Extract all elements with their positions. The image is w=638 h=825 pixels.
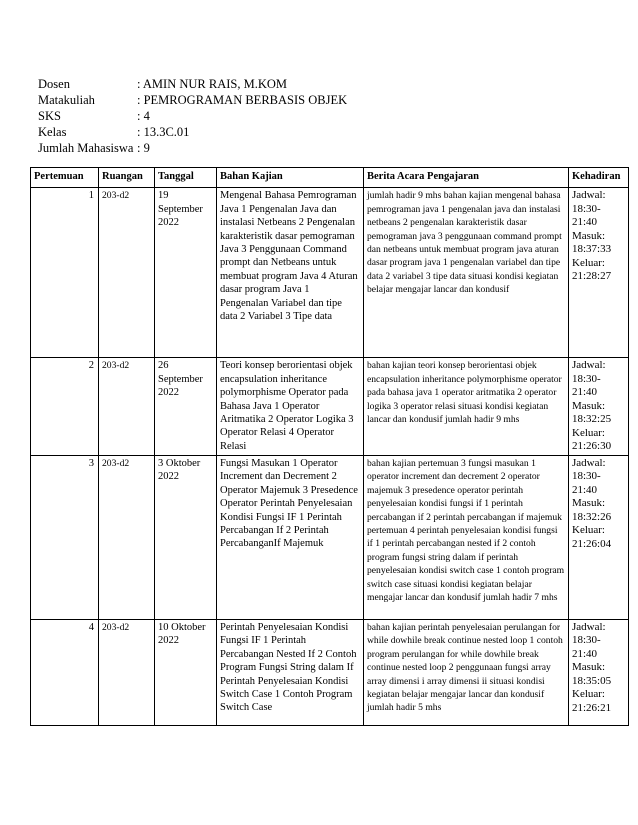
- info-row-sks: [38, 108, 347, 124]
- column-header-pertemuan: Pertemuan: [31, 168, 99, 188]
- cell-tanggal: 26 September 2022: [155, 358, 217, 456]
- cell-ruangan: 203-d2: [99, 619, 155, 725]
- table-row: [31, 188, 629, 358]
- cell-kehadiran: Jadwal: 18:30- 21:40 Masuk: 18:32:26 Keluar: 21:26:04: [569, 455, 629, 619]
- cell-pertemuan: 2: [31, 358, 99, 456]
- cell-berita-acara: bahan kajian perintah penyelesaian perulangan for while dowhile break continue nested loop 1 contoh program perulangan for while dowhile break continue nested loop 2 penggunaan fungsi array array dimensi i array dimensi ii situasi kondisi kegiatan belajar mengajar lancar dan kondusif jumlah hadir 5 mhs: [364, 619, 569, 725]
- cell-berita-acara: jumlah hadir 9 mhs bahan kajian mengenal bahasa pemrograman java 1 pengenalan java dan instalasi netbeans 2 pengenalan karakteristik dasar pemograman java 3 penggunaan command prompt dan netbeans untuk membuat program java aturan dasar program java 1 pengenalan variabel dan tipe data 2 variabel 3 tipe data situasi kondisi kegiatan belajar mengajar lancar dan kondusif: [364, 188, 569, 358]
- column-header-kehadiran: Kehadiran: [569, 168, 629, 188]
- column-header-berita-acara: Berita Acara Pengajaran: [364, 168, 569, 188]
- info-label: Kelas: [38, 125, 67, 139]
- cell-tanggal: 10 Oktober 2022: [155, 619, 217, 725]
- course-info: [38, 76, 347, 156]
- cell-bahan-kajian: Teori konsep berorientasi objek encapsulation inheritance polymorphisme Operator pada Bahasa Java 1 Operator Aritmatika 2 Operator Logika 3 Operator Relasi 4 Operator Relasi: [217, 358, 364, 456]
- cell-bahan-kajian: Perintah Penyelesaian Kondisi Fungsi IF 1 Perintah Percabangan Nested If 2 Contoh Program Fungsi String dalam If Perintah Penyelesaian Kondisi Switch Case 1 Contoh Program Switch Case: [217, 619, 364, 725]
- info-label: Jumlah Mahasiswa: [38, 141, 134, 155]
- cell-berita-acara: bahan kajian pertemuan 3 fungsi masukan 1 operator increment dan decrement 2 operator majemuk 3 presedence operator perintah penyelesaian kondisi fungsi if 1 perintah percabangan if 2 perintah percabangan if majemuk pertemuan 4 perintah penyelesaian kondisi fungsi if 1 perintah percabangan nested if 2 contoh program fungsi string dalam if perintah penyelesaian kondisi switch case 1 contoh program switch case situasi kondisi kegiatan belajar mengajar lancar dan kondusif jumlah hadir 7 mhs: [364, 455, 569, 619]
- cell-pertemuan: 3: [31, 455, 99, 619]
- info-value: : PEMROGRAMAN BERBASIS OBJEK: [137, 93, 348, 107]
- cell-bahan-kajian: Fungsi Masukan 1 Operator Increment dan Decrement 2 Operator Majemuk 3 Presedence Operator Perintah Penyelesaian Kondisi Fungsi IF 1 Perintah Percabangan If 2 Perintah PercabanganIf Majemuk: [217, 455, 364, 619]
- info-value: : AMIN NUR RAIS, M.KOM: [137, 77, 288, 91]
- info-value: : 9: [137, 141, 150, 155]
- cell-pertemuan: 4: [31, 619, 99, 725]
- cell-ruangan: 203-d2: [99, 188, 155, 358]
- cell-ruangan: 203-d2: [99, 455, 155, 619]
- info-row-dosen: [38, 76, 347, 92]
- cell-ruangan: 203-d2: [99, 358, 155, 456]
- cell-bahan-kajian: Mengenal Bahasa Pemrograman Java 1 Pengenalan Java dan instalasi Netbeans 2 Pengenalan karakteristik dasar pemograman Java 3 Penggunaan Command prompt dan Netbeans untuk membuat program Java 4 Aturan dasar program Java 1 Pengenalan Variabel dan tipe data 2 Variabel 3 Tipe data: [217, 188, 364, 358]
- info-label: Dosen: [38, 77, 70, 91]
- cell-kehadiran: Jadwal: 18:30- 21:40 Masuk: 18:32:25 Keluar: 21:26:30: [569, 358, 629, 456]
- info-label: Matakuliah: [38, 93, 95, 107]
- table-row: [31, 455, 629, 619]
- info-row-matakuliah: [38, 92, 347, 108]
- table-header-row: [31, 168, 629, 188]
- info-value: : 13.3C.01: [137, 125, 190, 139]
- teaching-journal-table: [30, 167, 629, 726]
- column-header-tanggal: Tanggal: [155, 168, 217, 188]
- cell-berita-acara: bahan kajian teori konsep berorientasi objek encapsulation inheritance polymorphisme operator pada bahasa java 1 operator aritmatika 2 operator logika 3 operator relasi situasi kondisi kegiatan lancar dan kondusif jumlah hadir 9 mhs: [364, 358, 569, 456]
- cell-kehadiran: Jadwal: 18:30- 21:40 Masuk: 18:35:05 Keluar: 21:26:21: [569, 619, 629, 725]
- cell-tanggal: 3 Oktober 2022: [155, 455, 217, 619]
- table-row: [31, 358, 629, 456]
- column-header-ruangan: Ruangan: [99, 168, 155, 188]
- info-row-kelas: [38, 124, 347, 140]
- cell-kehadiran: Jadwal: 18:30- 21:40 Masuk: 18:37:33 Keluar: 21:28:27: [569, 188, 629, 358]
- info-value: : 4: [137, 109, 150, 123]
- info-label: SKS: [38, 109, 61, 123]
- table-row: [31, 619, 629, 725]
- info-row-jumlah-mahasiswa: [38, 140, 347, 156]
- cell-pertemuan: 1: [31, 188, 99, 358]
- column-header-bahan-kajian: Bahan Kajian: [217, 168, 364, 188]
- cell-tanggal: 19 September 2022: [155, 188, 217, 358]
